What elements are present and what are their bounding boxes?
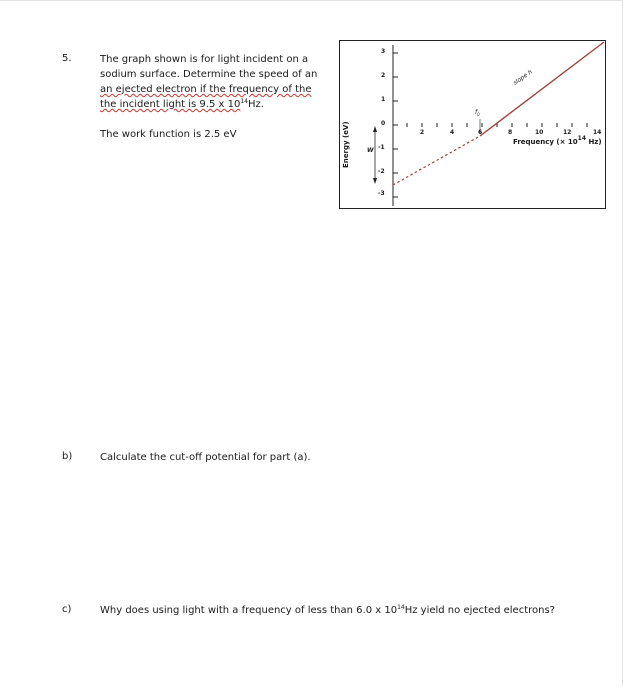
question-line-1: The graph shown is for light incident on a [100,54,309,65]
x-axis-label-tail: Hz) [586,138,602,146]
work-function-label: W [367,147,374,154]
y-axis-label: Energy (eV) [342,121,350,168]
question-line-4-text: the incident light is 9.5 x 10 [100,99,241,110]
photoelectric-line [480,42,604,136]
question-number: 5. [62,53,72,64]
threshold-frequency-label [475,109,480,117]
slope-label: slope h [512,68,534,87]
y-tick-label: 1 [381,96,386,103]
x-axis-exponent: 14 [577,135,587,142]
x-tick-label: 2 [420,129,425,136]
threshold-subscript: 0 [477,112,480,118]
y-tick-label: 2 [381,72,386,79]
question-line-2: sodium surface. Determine the speed of an [100,69,318,80]
y-tick-label: 3 [381,48,386,55]
y-tick-label: -3 [378,190,385,197]
part-c-label: c) [62,604,72,615]
x-tick-label: 8 [508,129,513,136]
x-tick-label: 4 [450,129,455,136]
part-b-text: Calculate the cut-off potential for part (a). [100,452,311,463]
arrow-head-down [373,178,377,184]
work-function-text: The work function is 2.5 eV [100,129,237,140]
y-tick-label: -2 [378,168,385,175]
part-c-text-after: Hz yield no ejected electrons? [404,605,555,616]
question-line-3: an ejected electron if the frequency of the [100,84,312,95]
energy-frequency-graph [339,40,606,209]
dashed-extrapolation-line [393,136,480,185]
part-c-exponent: 14 [397,604,405,611]
graph-svg [340,41,605,208]
y-tick-label: -1 [378,144,385,151]
x-axis-label [513,135,602,146]
x-tick-label: 12 [563,129,572,136]
x-tick-label: 10 [535,129,544,136]
y-axis-ticks [393,53,398,197]
part-b-label: b) [62,451,73,462]
threshold-f: f [475,109,478,116]
part-c-text [100,603,555,618]
y-tick-label: 0 [381,120,386,127]
question-line-4 [100,97,335,112]
part-c-text-before: Why does using light with a frequency of less than 6.0 x 10 [100,605,398,616]
arrow-head-up [373,126,377,132]
unit-text: Hz. [247,99,264,110]
x-axis-label-text: Frequency (× 10 [513,138,578,146]
x-tick-label: 6 [478,129,483,136]
question-text [100,52,335,112]
x-tick-label: 14 [593,129,602,136]
exponent: 14 [240,98,248,105]
